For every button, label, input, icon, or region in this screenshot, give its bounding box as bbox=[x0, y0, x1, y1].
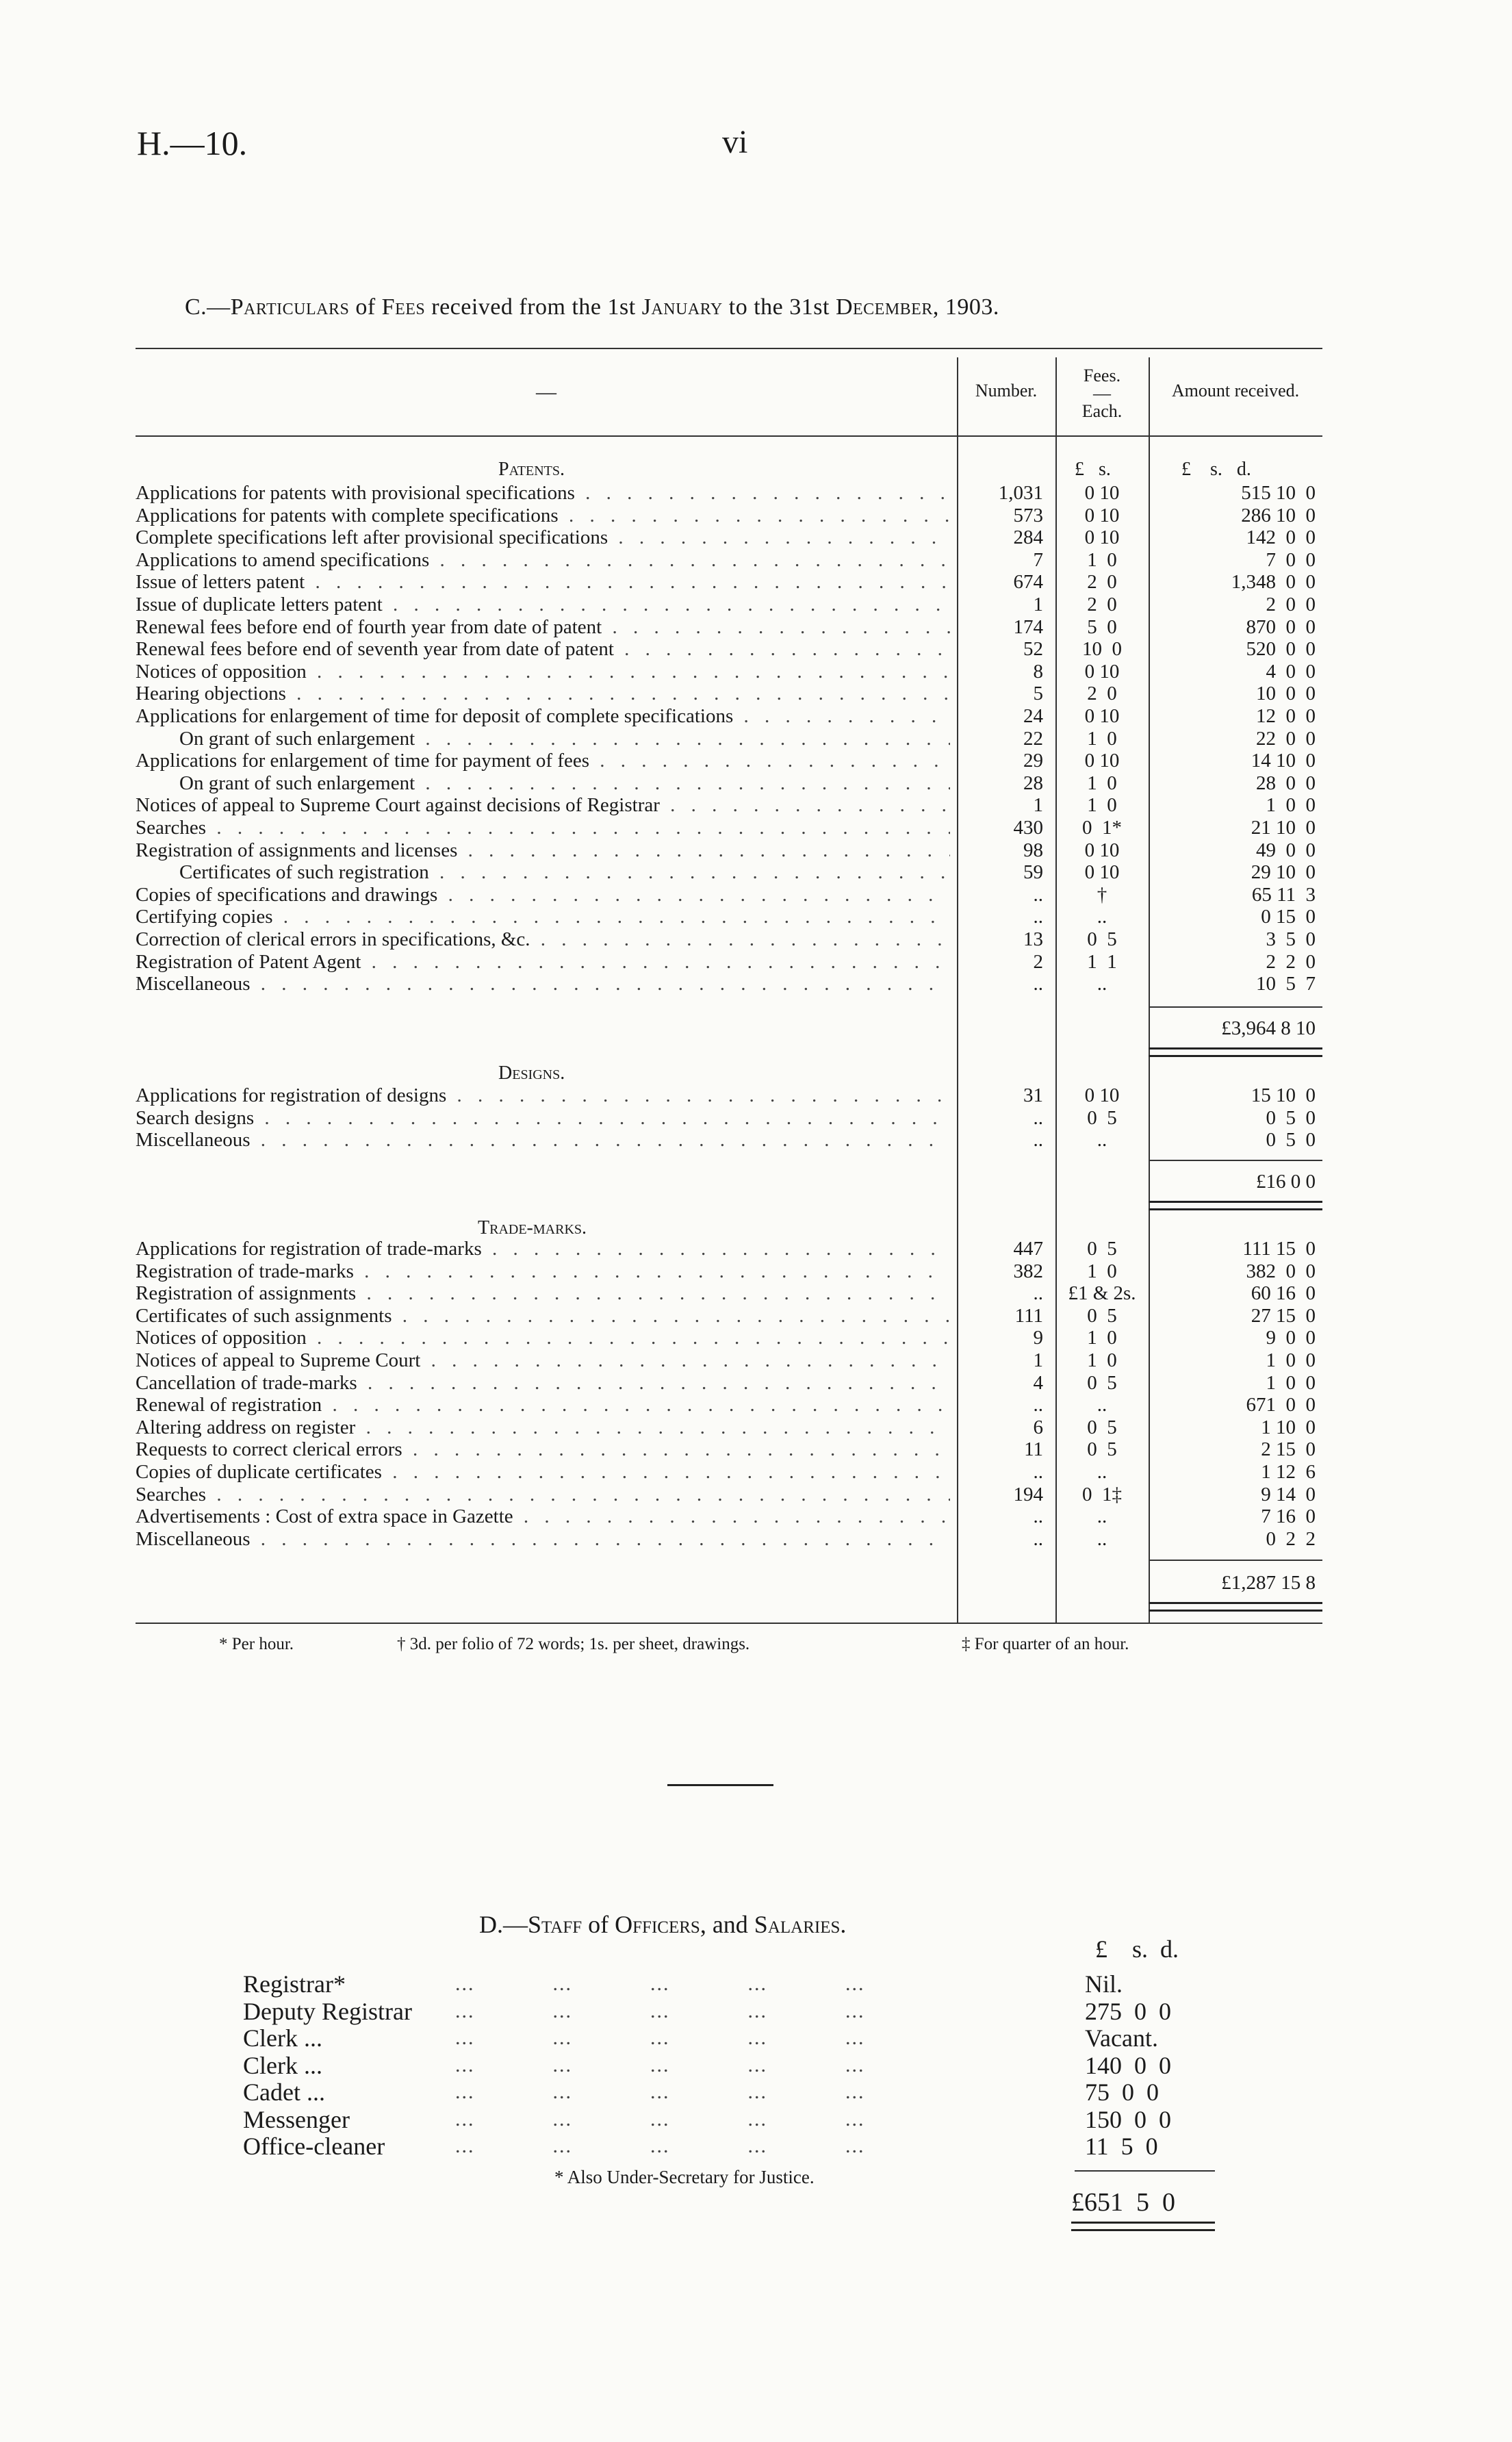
table-row bbox=[136, 1327, 1322, 1349]
row-fee: 0 10 bbox=[1084, 839, 1120, 861]
row-label: Complete specifications left after provisional specifications . . . bbox=[136, 526, 950, 548]
table-row bbox=[136, 928, 1322, 950]
salary-double-rule bbox=[1071, 2222, 1215, 2231]
row-fee: 0 10 bbox=[1084, 1084, 1120, 1106]
row-fee: 1 0 bbox=[1087, 1349, 1117, 1371]
row-label: Miscellaneous . . . bbox=[136, 973, 950, 995]
row-number: 31 bbox=[1023, 1084, 1043, 1106]
row-label: Searches . . . bbox=[136, 1484, 950, 1505]
table-row bbox=[136, 1416, 1322, 1438]
table-row bbox=[136, 951, 1322, 973]
row-amount: 0 15 0 bbox=[1261, 906, 1316, 928]
subtotal-rule bbox=[1149, 1560, 1322, 1561]
salary-total: £651 5 0 bbox=[1071, 2188, 1175, 2217]
row-number: 6 bbox=[1033, 1416, 1043, 1438]
table-row bbox=[136, 549, 1322, 571]
col-header-description: — bbox=[536, 381, 556, 403]
row-amount: 14 10 0 bbox=[1251, 750, 1316, 772]
row-label: Altering address on register . . . bbox=[136, 1416, 950, 1438]
row-amount: 3 5 0 bbox=[1266, 928, 1316, 950]
row-number: 174 bbox=[1013, 615, 1043, 638]
row-label: On grant of such enlargement . . . bbox=[179, 772, 950, 794]
staff-footnote: * Also Under-Secretary for Justice. bbox=[554, 2167, 815, 2187]
row-fee: 1 0 bbox=[1087, 727, 1117, 750]
table-row bbox=[136, 1084, 1322, 1106]
row-label: Requests to correct clerical errors . . . bbox=[136, 1438, 950, 1460]
staff-title: Messenger bbox=[243, 2105, 350, 2133]
table-row bbox=[136, 884, 1322, 906]
row-number: 98 bbox=[1023, 839, 1043, 861]
col-header-number: Number. bbox=[975, 381, 1038, 400]
row-label: Search designs . . . bbox=[136, 1107, 950, 1129]
table-row bbox=[136, 1238, 1322, 1260]
footnote-folio: † 3d. per folio of 72 words; 1s. per sheet, drawings. bbox=[397, 1635, 750, 1653]
row-number: 1 bbox=[1033, 594, 1043, 615]
row-label: Copies of specifications and drawings . . . bbox=[136, 884, 950, 906]
row-amount: 9 14 0 bbox=[1261, 1483, 1316, 1505]
title-part: Particulars bbox=[230, 294, 350, 320]
table-row bbox=[136, 861, 1322, 883]
row-amount: 286 10 0 bbox=[1241, 504, 1316, 526]
title-part: Staff bbox=[528, 1911, 582, 1938]
title-part: . bbox=[840, 1911, 847, 1938]
row-number: 5 bbox=[1033, 683, 1043, 705]
row-fee: 1 0 bbox=[1087, 772, 1117, 794]
row-fee: 0 5 bbox=[1087, 1304, 1117, 1327]
table-row bbox=[136, 638, 1322, 660]
row-amount: 0 5 0 bbox=[1266, 1129, 1316, 1152]
section-heading-patents: Patents. bbox=[498, 459, 565, 480]
row-amount: 60 16 0 bbox=[1251, 1282, 1316, 1305]
table-row bbox=[136, 817, 1322, 839]
row-fee: 2 0 bbox=[1087, 683, 1117, 705]
row-label: Registration of trade-marks . . . bbox=[136, 1260, 950, 1282]
row-amount: 22 0 0 bbox=[1256, 727, 1316, 750]
row-fee: 0 1‡ bbox=[1082, 1483, 1122, 1505]
row-label: Correction of clerical errors in specifications, &c. . . . bbox=[136, 928, 950, 950]
footnote-quarter: ‡ For quarter of an hour. bbox=[962, 1635, 1129, 1653]
table-row bbox=[136, 526, 1322, 548]
row-fee: 0 10 bbox=[1084, 482, 1120, 504]
staff-salary: 150 0 0 bbox=[1085, 2105, 1171, 2133]
row-fee: 0 5 bbox=[1087, 1416, 1117, 1438]
staff-title: Office-cleaner bbox=[243, 2133, 385, 2160]
staff-row bbox=[243, 1970, 1235, 1998]
row-fee: † bbox=[1097, 883, 1107, 906]
table-row bbox=[136, 1505, 1322, 1527]
leader-dots: ... ... ... ... ... bbox=[455, 2081, 865, 2103]
row-label: Hearing objections . . . bbox=[136, 683, 950, 704]
row-number: 382 bbox=[1013, 1260, 1043, 1282]
staff-title: Cadet ... bbox=[243, 2078, 325, 2106]
row-label: Cancellation of trade-marks . . . bbox=[136, 1372, 950, 1394]
row-number: .. bbox=[1033, 906, 1043, 928]
row-amount: 2 2 0 bbox=[1266, 950, 1316, 973]
title-part: C.— bbox=[185, 294, 231, 320]
table-row bbox=[136, 505, 1322, 526]
table-row bbox=[136, 973, 1322, 995]
row-number: 4 bbox=[1033, 1371, 1043, 1394]
row-amount: 7 0 0 bbox=[1266, 548, 1316, 571]
row-number: 28 bbox=[1023, 772, 1043, 794]
staff-row bbox=[243, 2078, 1235, 2106]
title-part: D.— bbox=[479, 1911, 528, 1938]
row-amount: 2 0 0 bbox=[1266, 594, 1316, 615]
row-amount: 2 15 0 bbox=[1261, 1438, 1316, 1461]
row-number: .. bbox=[1033, 1527, 1043, 1550]
title-part: December bbox=[835, 294, 933, 320]
row-amount: 27 15 0 bbox=[1251, 1304, 1316, 1327]
row-amount: 0 5 0 bbox=[1266, 1106, 1316, 1129]
row-label: Registration of assignments and licenses . . . bbox=[136, 839, 950, 861]
row-number: .. bbox=[1033, 1282, 1043, 1305]
staff-row bbox=[243, 2106, 1235, 2133]
row-label: Applications for enlargement of time for payment of fees . . . bbox=[136, 750, 950, 772]
row-amount: 12 0 0 bbox=[1256, 705, 1316, 727]
row-label: On grant of such enlargement . . . bbox=[179, 728, 950, 750]
table-row bbox=[136, 1461, 1322, 1483]
row-number: 1,031 bbox=[998, 482, 1043, 504]
row-label: Applications for registration of designs . . . bbox=[136, 1084, 950, 1106]
table-row bbox=[136, 1107, 1322, 1129]
row-fee: 0 10 bbox=[1084, 660, 1120, 683]
staff-title: Registrar* bbox=[243, 1970, 346, 1998]
staff-row bbox=[243, 2133, 1235, 2160]
row-number: 1 bbox=[1033, 1349, 1043, 1371]
header-rule bbox=[136, 435, 1322, 437]
row-amount: 15 10 0 bbox=[1251, 1084, 1316, 1106]
staff-salary: 140 0 0 bbox=[1085, 2051, 1171, 2079]
staff-salary: 11 5 0 bbox=[1085, 2133, 1158, 2160]
col-header-fees: Fees. bbox=[1083, 366, 1121, 385]
row-fee: .. bbox=[1097, 1129, 1107, 1152]
row-label: Renewal fees before end of fourth year from date of patent . . . bbox=[136, 616, 950, 638]
table-row bbox=[136, 1528, 1322, 1550]
row-amount: 382 0 0 bbox=[1246, 1260, 1316, 1282]
row-amount: 10 0 0 bbox=[1256, 683, 1316, 705]
row-fee: 5 0 bbox=[1087, 615, 1117, 638]
leader-dots: ... ... ... ... ... bbox=[455, 1972, 865, 1995]
row-label: Applications to amend specifications . . . bbox=[136, 549, 950, 571]
row-fee: .. bbox=[1097, 906, 1107, 928]
title-part: Fees bbox=[381, 294, 426, 320]
row-number: .. bbox=[1033, 1106, 1043, 1129]
page-number: vi bbox=[722, 124, 748, 160]
row-label: Notices of opposition . . . bbox=[136, 661, 950, 683]
row-amount: 7 16 0 bbox=[1261, 1505, 1316, 1528]
row-number: 284 bbox=[1013, 526, 1043, 549]
row-amount: 0 2 2 bbox=[1266, 1527, 1316, 1550]
row-label: Notices of opposition . . . bbox=[136, 1327, 950, 1349]
subtotal-rule bbox=[1149, 1006, 1322, 1008]
title-part: received from the 1st bbox=[425, 294, 642, 320]
row-fee: 1 1 bbox=[1087, 950, 1117, 973]
leader-dots: ... ... ... ... ... bbox=[455, 2107, 865, 2131]
row-fee: 2 0 bbox=[1087, 571, 1117, 594]
row-fee: .. bbox=[1097, 1505, 1107, 1528]
row-amount: 870 0 0 bbox=[1246, 615, 1316, 638]
row-label: Notices of appeal to Supreme Court against decisions of Registrar . . . bbox=[136, 794, 950, 816]
leader-dots: ... ... ... ... ... bbox=[455, 1999, 865, 2022]
row-amount: 1 10 0 bbox=[1261, 1416, 1316, 1438]
row-label: Applications for registration of trade-marks . . . bbox=[136, 1238, 950, 1260]
subtotal-rule bbox=[1149, 1160, 1322, 1161]
title-part: January bbox=[641, 294, 723, 320]
row-fee: .. bbox=[1097, 1527, 1107, 1550]
table-row bbox=[136, 772, 1322, 794]
footnote-per-hour: * Per hour. bbox=[219, 1635, 294, 1653]
table-row bbox=[136, 1282, 1322, 1304]
row-amount: 142 0 0 bbox=[1246, 526, 1316, 549]
double-rule bbox=[1149, 1602, 1322, 1612]
table-row bbox=[136, 594, 1322, 615]
row-label: Miscellaneous . . . bbox=[136, 1528, 950, 1550]
row-label: Registration of Patent Agent . . . bbox=[136, 951, 950, 973]
row-number: 8 bbox=[1033, 660, 1043, 683]
row-number: 674 bbox=[1013, 571, 1043, 594]
title-part: , and bbox=[700, 1911, 754, 1938]
row-amount: 520 0 0 bbox=[1246, 638, 1316, 661]
trademarks-total: £1,287 15 8 bbox=[1221, 1572, 1316, 1594]
row-fee: 0 5 bbox=[1087, 1371, 1117, 1394]
row-amount: 4 0 0 bbox=[1266, 660, 1316, 683]
row-fee: 0 10 bbox=[1084, 526, 1120, 549]
row-fee: 0 10 bbox=[1084, 750, 1120, 772]
table-row bbox=[136, 1349, 1322, 1371]
row-fee: 0 10 bbox=[1084, 705, 1120, 727]
row-fee: 0 1* bbox=[1082, 817, 1122, 839]
table-row bbox=[136, 750, 1322, 772]
row-number: 430 bbox=[1013, 817, 1043, 839]
leader-dots: ... ... ... ... ... bbox=[455, 2026, 865, 2049]
double-rule bbox=[1149, 1047, 1322, 1057]
table-bottom-rule bbox=[136, 1623, 1322, 1624]
staff-salary: 75 0 0 bbox=[1085, 2078, 1159, 2106]
row-amount: 1 0 0 bbox=[1266, 1371, 1316, 1394]
table-row bbox=[136, 906, 1322, 928]
row-number: .. bbox=[1033, 1505, 1043, 1528]
row-label: Advertisements : Cost of extra space in Gazette . . . bbox=[136, 1505, 950, 1527]
row-label: Certificates of such registration . . . bbox=[179, 861, 950, 883]
staff-row bbox=[243, 2052, 1235, 2079]
row-label: Renewal fees before end of seventh year from date of patent . . . bbox=[136, 638, 950, 660]
table-row bbox=[136, 571, 1322, 593]
row-fee: £1 & 2s. bbox=[1068, 1282, 1136, 1305]
row-fee: .. bbox=[1097, 973, 1107, 995]
row-label: Issue of letters patent . . . bbox=[136, 571, 950, 593]
row-number: 22 bbox=[1023, 727, 1043, 750]
table-row bbox=[136, 1394, 1322, 1416]
title-part: of bbox=[582, 1911, 615, 1938]
row-number: 52 bbox=[1023, 638, 1043, 661]
row-number: 7 bbox=[1033, 548, 1043, 571]
fee-units: £ s. bbox=[1075, 459, 1111, 480]
row-fee: 0 5 bbox=[1087, 1238, 1117, 1260]
title-part: , 1903. bbox=[932, 294, 999, 320]
table-top-rule bbox=[136, 348, 1322, 349]
col-header-amount: Amount received. bbox=[1171, 381, 1300, 400]
row-fee: 1 0 bbox=[1087, 1260, 1117, 1282]
amount-units: £ s. d. bbox=[1181, 459, 1251, 480]
row-fee: 0 10 bbox=[1084, 861, 1120, 884]
row-number: 59 bbox=[1023, 861, 1043, 884]
row-number: 1 bbox=[1033, 794, 1043, 817]
table-row bbox=[136, 616, 1322, 638]
row-number: .. bbox=[1033, 883, 1043, 906]
table-row bbox=[136, 1438, 1322, 1460]
staff-title: Clerk ... bbox=[243, 2024, 322, 2052]
table-row bbox=[136, 1305, 1322, 1327]
row-number: 573 bbox=[1013, 504, 1043, 526]
staff-salary: Nil. bbox=[1085, 1970, 1123, 1998]
leader-dots: ... ... ... ... ... bbox=[455, 2053, 865, 2076]
col-header-fees-dash: — bbox=[1093, 383, 1111, 403]
row-label: Certificates of such assignments . . . bbox=[136, 1305, 950, 1327]
row-label: Issue of duplicate letters patent . . . bbox=[136, 594, 950, 615]
row-fee: 10 0 bbox=[1082, 638, 1122, 661]
double-rule bbox=[1149, 1201, 1322, 1210]
row-number: .. bbox=[1033, 1461, 1043, 1483]
row-amount: 1 0 0 bbox=[1266, 794, 1316, 817]
table-row bbox=[136, 839, 1322, 861]
designs-total: £16 0 0 bbox=[1256, 1171, 1316, 1193]
row-number: 9 bbox=[1033, 1327, 1043, 1349]
row-label: Certifying copies . . . bbox=[136, 906, 950, 928]
staff-salary: 275 0 0 bbox=[1085, 1997, 1171, 2025]
section-c-title bbox=[185, 294, 999, 320]
row-number: .. bbox=[1033, 973, 1043, 995]
row-amount: 515 10 0 bbox=[1241, 482, 1316, 504]
row-amount: 671 0 0 bbox=[1246, 1394, 1316, 1416]
salary-units: £ s. d. bbox=[1095, 1935, 1179, 1963]
row-label: Copies of duplicate certificates . . . bbox=[136, 1461, 950, 1483]
leader-dots: ... ... ... ... ... bbox=[455, 2135, 865, 2157]
section-divider bbox=[667, 1784, 773, 1786]
row-amount: 111 15 0 bbox=[1242, 1238, 1316, 1260]
row-number: 24 bbox=[1023, 705, 1043, 727]
row-fee: 0 10 bbox=[1084, 504, 1120, 526]
row-number: 29 bbox=[1023, 750, 1043, 772]
col-header-each: Each. bbox=[1081, 401, 1123, 421]
row-amount: 29 10 0 bbox=[1251, 861, 1316, 884]
footnotes bbox=[219, 1635, 1314, 1658]
table-row bbox=[136, 1260, 1322, 1282]
table-row bbox=[136, 728, 1322, 750]
row-fee: 0 5 bbox=[1087, 1438, 1117, 1461]
table-row bbox=[136, 1372, 1322, 1394]
staff-salary: Vacant. bbox=[1085, 2024, 1158, 2052]
fees-table bbox=[136, 348, 1322, 1628]
table-row bbox=[136, 661, 1322, 683]
row-fee: 1 0 bbox=[1087, 794, 1117, 817]
row-amount: 1 0 0 bbox=[1266, 1349, 1316, 1371]
row-amount: 1 12 6 bbox=[1261, 1461, 1316, 1483]
page-ref: H.—10. bbox=[137, 124, 248, 162]
row-fee: 0 5 bbox=[1087, 928, 1117, 950]
row-amount: 1,348 0 0 bbox=[1231, 571, 1316, 594]
title-part: Salaries bbox=[754, 1911, 841, 1938]
row-number: 447 bbox=[1013, 1238, 1043, 1260]
patents-total: £3,964 8 10 bbox=[1221, 1017, 1316, 1039]
table-row bbox=[136, 794, 1322, 816]
row-amount: 65 11 3 bbox=[1251, 883, 1316, 906]
section-heading-trademarks: Trade-marks. bbox=[478, 1217, 587, 1238]
table-row bbox=[136, 683, 1322, 704]
row-fee: 0 5 bbox=[1087, 1106, 1117, 1129]
table-row bbox=[136, 705, 1322, 727]
section-d-title bbox=[479, 1910, 846, 1939]
staff-title: Deputy Registrar bbox=[243, 1997, 412, 2025]
row-number: .. bbox=[1033, 1394, 1043, 1416]
row-label: Renewal of registration . . . bbox=[136, 1394, 950, 1416]
title-part: of bbox=[349, 294, 382, 320]
row-fee: .. bbox=[1097, 1461, 1107, 1483]
row-amount: 21 10 0 bbox=[1251, 817, 1316, 839]
title-part: Officers bbox=[615, 1911, 700, 1938]
row-amount: 10 5 7 bbox=[1256, 973, 1316, 995]
row-amount: 49 0 0 bbox=[1256, 839, 1316, 861]
staff-row bbox=[243, 1998, 1235, 2025]
table-row bbox=[136, 482, 1322, 504]
row-label: Applications for patents with complete specifications . . . bbox=[136, 505, 950, 526]
row-label: Miscellaneous . . . bbox=[136, 1129, 950, 1151]
table-row bbox=[136, 1484, 1322, 1505]
row-amount: 9 0 0 bbox=[1266, 1327, 1316, 1349]
section-heading-designs: Designs. bbox=[498, 1063, 565, 1084]
row-label: Registration of assignments . . . bbox=[136, 1282, 950, 1304]
row-fee: 2 0 bbox=[1087, 594, 1117, 615]
row-label: Notices of appeal to Supreme Court . . . bbox=[136, 1349, 950, 1371]
staff-title: Clerk ... bbox=[243, 2051, 322, 2079]
row-number: 194 bbox=[1013, 1483, 1043, 1505]
title-part: to the 31st bbox=[722, 294, 836, 320]
row-number: 111 bbox=[1014, 1304, 1043, 1327]
row-number: 2 bbox=[1033, 950, 1043, 973]
row-amount: 28 0 0 bbox=[1256, 772, 1316, 794]
row-label: Searches . . . bbox=[136, 817, 950, 839]
row-label: Applications for patents with provisional specifications . . . bbox=[136, 482, 950, 504]
row-number: 11 bbox=[1024, 1438, 1043, 1461]
row-fee: 1 0 bbox=[1087, 548, 1117, 571]
staff-row bbox=[243, 2024, 1235, 2052]
row-number: .. bbox=[1033, 1129, 1043, 1152]
salary-subtotal-rule bbox=[1075, 2170, 1215, 2172]
row-label: Applications for enlargement of time for deposit of complete specifications . . . bbox=[136, 705, 950, 727]
row-fee: 1 0 bbox=[1087, 1327, 1117, 1349]
row-number: 13 bbox=[1023, 928, 1043, 950]
table-row bbox=[136, 1129, 1322, 1151]
row-fee: .. bbox=[1097, 1394, 1107, 1416]
